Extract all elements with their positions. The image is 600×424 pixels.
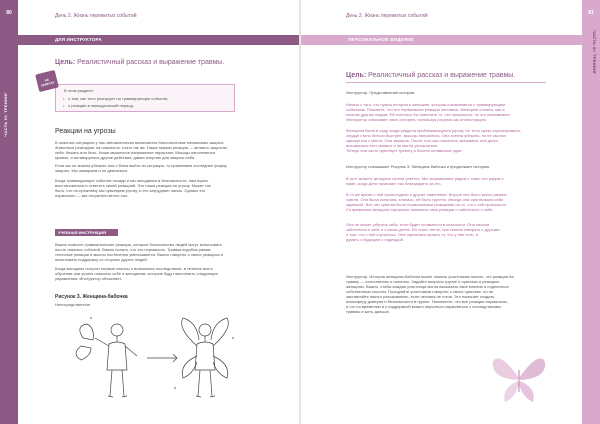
summary-box-title: В этом разделе: [64, 88, 94, 93]
text-line: телесные реакции и мысли постепенно уменьшаются. Важно говорить о своих реакциях и [55, 252, 224, 257]
left-running-head: День 2. Жизнь пережитых событий [55, 13, 137, 19]
summary-item: • о реакции в эпизодический период. [68, 103, 134, 108]
text-line: защиты. Мы замираем и не двигаемся. [55, 168, 128, 173]
left-part-label: ЧАСТЬ III: ТРЕНИНГ [3, 92, 8, 137]
text-line: вспоминала этот момент и не могла успокоиться. [346, 143, 439, 148]
story-3 [346, 176, 571, 186]
text-line: думать о будущем с надеждой. [346, 237, 404, 242]
note-badge-label: НА ЗАМЕТКУ [40, 77, 56, 88]
text-line: многим другим людям. Ей хотелось бы изменить то, что произошло, но это невозможно. [346, 112, 511, 117]
left-band-label: ДЛЯ ИНСТРУКТОРА [55, 37, 102, 42]
right-goal-prefix: Цель: [346, 72, 367, 79]
butterfly-icon [489, 348, 549, 408]
story-2 [346, 128, 571, 153]
text-line: Если мы не можем убежать или с боем выйти из ситуации, то применяем последнее форму [55, 163, 227, 168]
left-goal-text: Реалистичный рассказ и выражение травмы. [77, 59, 225, 66]
text-line: обучения они учатся помогать себе и женщинам, которые будут выполнять следующие [55, 271, 218, 276]
right-goal [346, 72, 515, 79]
text-line: Она не может уберечь себя, если будет оставаться в опасности. Она начала [346, 222, 490, 227]
text-line: себя: бежать или бить. Наше мышечное напряжение нарастает. Мышцы наполняются [55, 150, 216, 155]
text-line: одинокой. Все эти чувства были нормальными реакциями на то, что с ней произошло. [346, 202, 508, 207]
left-goal-prefix: Цель: [55, 59, 76, 66]
left-page-number: 80 [6, 10, 12, 16]
story-5 [346, 222, 571, 242]
summary-item: • о том, как тело реагирует на травмирующие события; [68, 96, 168, 101]
left-section-band [18, 35, 299, 45]
story-1 [346, 102, 571, 122]
text-line: Важно помнить травматические реакции, которые большинство людей могут испытывать [55, 242, 222, 247]
text-line: о том, что с ней случилось. Она научилась ценить то, что у нее есть, и [346, 232, 478, 237]
right-goal-rule [346, 82, 546, 83]
text-line: В то же время с ней происходили и другие изменения. Внутри нее было много разных [346, 192, 507, 197]
text-line: испытывать поддержку со стороны других людей. [55, 257, 148, 262]
right-goal-text: Реалистичный рассказ и выражение травмы. [368, 72, 516, 79]
text-line: В опасных ситуациях у нас автоматически включаются биологические механизмы защиты. [55, 140, 225, 145]
right-section-band [301, 35, 582, 45]
text-line: сердце стало биться быстрее, мышцы напряглись. Она хотела убежать, но не смогла [346, 133, 506, 138]
text-line: чувств. Она была испугана, злилась, ей было грустно. Иногда она чувствовала себя [346, 197, 504, 202]
right-band-label: ПЕРСОНАЛЬНОЕ ВИДЕНИЕ [348, 37, 414, 42]
right-page-number: 81 [588, 10, 594, 16]
right-running-head: День 2. Жизнь пережитых событий [346, 13, 428, 19]
text-line: Теперь она часто чувствует тревогу и боится оставаться одна. [346, 148, 463, 153]
text-line: женщины. Важно, чтобы каждая участница могла высказать свое мнение и поделиться [346, 284, 509, 289]
left-goal [55, 59, 224, 66]
right-side-strip [582, 0, 600, 424]
text-line: Со временем женщина научилась понимать свои реакции и заботиться о себе. [346, 207, 494, 212]
text-line: травму — естественны и понятны. Задайте вопросы группе о чувствах и реакциях [346, 279, 500, 284]
text-line: кровью, и активируются другие действия, давая энергию для защиты себя. [55, 155, 196, 160]
story-4 [346, 192, 571, 212]
text-line: упражнения. Инструктор объясняет. [55, 276, 122, 281]
para5 [55, 266, 290, 281]
text-line: восстановиться и ответить своей реакцией. Это наша реакция на угрозу. Может так [55, 183, 211, 188]
study-instruction-label: УЧЕБНАЯ ИНСТРУКЦИЯ [58, 230, 106, 235]
para3 [55, 178, 290, 198]
text-line: сдвинуться с места. Она замерла. После того как опасность миновала, она долго [346, 138, 499, 143]
gutter [299, 0, 301, 424]
text-line: Животные реагируют на опасность точно так же. Наша первая реакция — активно защитить [55, 145, 228, 150]
section-title: Реакции на угрозы [55, 128, 116, 135]
text-line: Инструктор описывает свою историю, используя рисунок как иллюстрацию. [346, 117, 487, 122]
text-line: Женщина была в саду, когда увидела приближающуюся угрозу. Ее тело сразу отреагировало: [346, 128, 522, 133]
story-6 [346, 274, 571, 314]
instruction-1: Инструктор. Представление истории. [346, 90, 416, 95]
text-line: Инструктор. История женщины-бабочки может помочь участникам понять, что реакции на [346, 274, 514, 279]
text-line: и что со временем и с поддержкой можно научиться справляться с последствиями [346, 304, 501, 309]
text-line: быть, что по-прежнему мы чувствуем угрозу, и это затрудняет жизнь. Однако это [55, 188, 206, 193]
para2 [55, 163, 290, 173]
figure-title: Рисунок 3. Женщина-бабочка [55, 294, 128, 300]
left-side-strip [0, 0, 18, 424]
text-line: В этот момент женщина хотела улететь. Мы оказываемся рядом с теми, кто рядом с [346, 176, 504, 181]
text-line: событием. Поясните, что это нормальная реакция человека. Женщине сложно, как и [346, 107, 505, 112]
text-line: заботиться о себе и о своих детях. Ей стало легче, она смогла говорить с другими [346, 227, 500, 232]
instruction-2: Инструктор показывает Рисунок 3: Женщина-бабочка и продолжает историю. [346, 164, 491, 169]
text-line: после тяжелых событий. Важно понять, что это нормально. Травма подобна ранам: [55, 247, 212, 252]
text-line: атмосферу доверия и безопасности в группе. Напомните, что все реакции нормальны, [346, 299, 508, 304]
text-line: травмы и жить дальше. [346, 309, 390, 314]
text-line: Начать с того, что нужна история о женщине, которая сталкивается с травмирующим [346, 102, 505, 107]
text-line: Когда женщины получат первые сеансы о возможных последствиях, в течение всего [55, 266, 213, 271]
figure-subtitle: Непосредственное [55, 302, 91, 307]
text-line: собственным опытом. Поощряйте участников говорить о своих чувствах, но не [346, 289, 494, 294]
right-part-label: ЧАСТЬ III: ТРЕНИНГ [592, 30, 597, 75]
para1 [55, 140, 290, 160]
summary-box [55, 84, 235, 112]
para4 [55, 242, 290, 262]
butterfly-woman-illustration [65, 308, 260, 403]
text-line: Когда травмирующее событие позади и мы находимся в безопасности, нам нужно [55, 178, 209, 183]
text-line: нормально — мы потратили много сил. [55, 193, 129, 198]
text-line: нами, когда Дети начинают нас благодарить за это. [346, 181, 442, 186]
study-instruction-band [55, 229, 118, 236]
text-line: заставляйте никого рассказывать, если человек не готов. Это помогает создать [346, 294, 495, 299]
